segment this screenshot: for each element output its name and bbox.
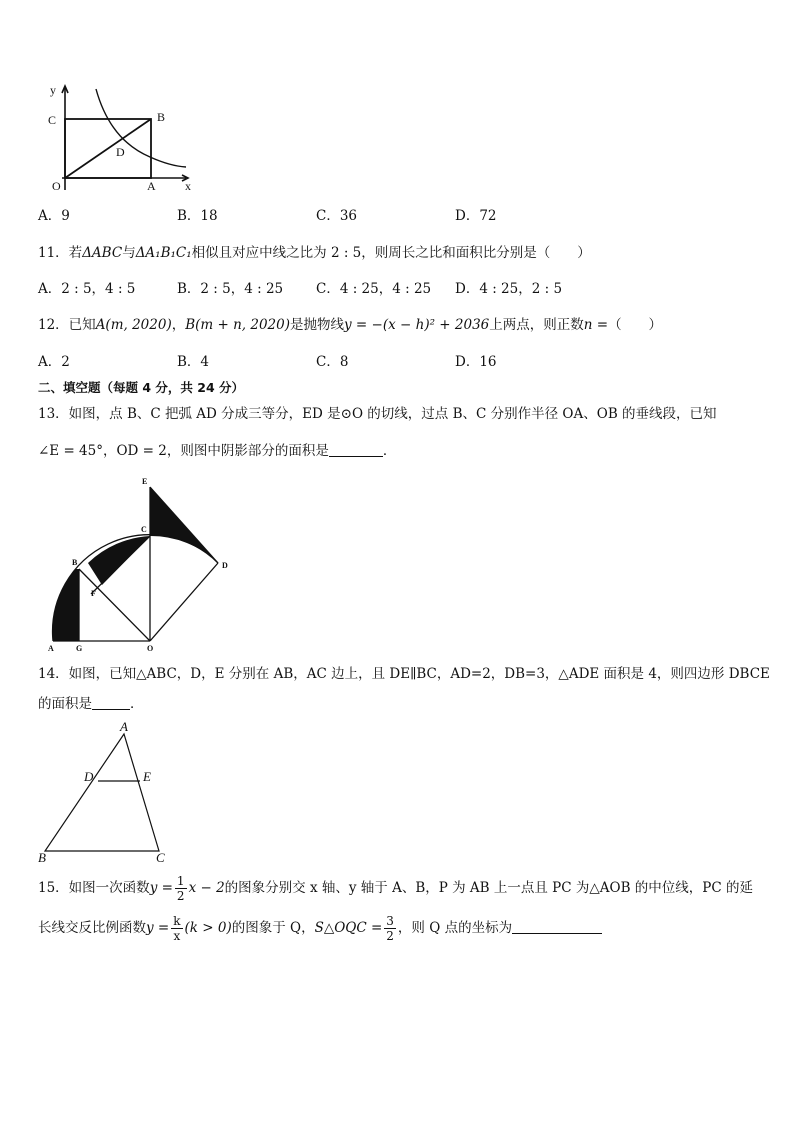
seg-ED bbox=[150, 487, 218, 563]
label-G: G bbox=[76, 644, 83, 653]
label-E: E bbox=[143, 769, 151, 784]
q11-option-b: B．2 : 5，4 : 25 bbox=[177, 281, 284, 297]
arc-AD bbox=[53, 535, 218, 641]
q15-frac-three-halves: $\frac{3}{2}$ bbox=[386, 914, 394, 943]
shade-middle bbox=[88, 536, 150, 585]
label-C: C bbox=[48, 113, 57, 127]
label-D: D bbox=[116, 145, 125, 159]
q14-line2: 的面积是 ． bbox=[38, 696, 144, 712]
q10-option-d: D．72 bbox=[455, 208, 497, 224]
q15-line1: 15．如图一次函数y = $\frac{1}{2}$ x − 2的图象分别交 x 轴、y 轴于 A、B，P 为 AB 上一点且 PC 为△AOB 的中位线，PC 的延 bbox=[38, 874, 753, 903]
q15-line2: 长线交反比例函数y = $\frac{k}{x}$ (k > 0)的图象于 Q，S△OQC = $\frac{3}{2}$ ，则 Q 点的坐标为 bbox=[38, 914, 602, 942]
label-E: E bbox=[142, 477, 148, 486]
q13-answer-blank[interactable] bbox=[329, 442, 383, 457]
shade-top bbox=[150, 487, 218, 563]
label-x: x bbox=[185, 179, 191, 193]
q14-answer-blank[interactable] bbox=[92, 695, 130, 710]
seg-BO bbox=[79, 569, 150, 641]
seg-OD bbox=[150, 563, 218, 641]
label-A: A bbox=[48, 644, 54, 653]
q13-line1: 13．如图，点 B、C 把弧 AD 分成三等分，ED 是⊙O 的切线，过点 B、C 分别作半径 OA、OB 的垂线段，已知 bbox=[38, 406, 717, 422]
label-O: O bbox=[147, 644, 154, 653]
q11-option-a: A．2 : 5，4 : 5 bbox=[38, 281, 136, 297]
q13-line2: ∠E = 45°，OD = 2，则图中阴影部分的面积是 ． bbox=[38, 443, 397, 459]
q10-rectangle bbox=[65, 119, 151, 178]
q10-option-c: C．36 bbox=[316, 208, 358, 224]
seg-CF bbox=[91, 536, 150, 594]
triangle-ABC bbox=[45, 734, 159, 851]
label-B: B bbox=[38, 850, 46, 865]
q12-stem: 12．已知A(m, 2020)，B(m + n, 2020)是抛物线y = −(x − h)² + 2036上两点，则正数n =（ ） bbox=[38, 317, 663, 333]
q12-option-b: B．4 bbox=[177, 354, 210, 370]
q10-axes bbox=[62, 86, 188, 190]
q10-option-a: A．9 bbox=[38, 208, 70, 224]
label-A: A bbox=[147, 179, 156, 193]
label-C: C bbox=[141, 525, 147, 534]
label-C: C bbox=[156, 850, 165, 865]
q15-frac-half: $\frac{1}{2}$ bbox=[176, 874, 185, 903]
q12-option-c: C．8 bbox=[316, 354, 349, 370]
q11-option-d: D．4 : 25，2 : 5 bbox=[455, 281, 563, 297]
q11-stem: 11．若ΔABC与ΔA₁B₁C₁相似且对应中线之比为 2 : 5，则周长之比和面积比分别是（ ） bbox=[38, 245, 591, 261]
label-D: D bbox=[84, 769, 94, 784]
label-F: F bbox=[91, 589, 96, 598]
q15-frac-k-over-x: $\frac{k}{x}$ bbox=[173, 914, 181, 943]
q10-hyperbola bbox=[96, 89, 186, 167]
shade-left bbox=[53, 569, 79, 641]
label-B: B bbox=[72, 558, 78, 567]
q11-option-c: C．4 : 25，4 : 25 bbox=[316, 281, 432, 297]
label-D: D bbox=[222, 561, 228, 570]
label-O: O bbox=[52, 179, 61, 193]
q12-option-d: D．16 bbox=[455, 354, 497, 370]
q12-option-a: A．2 bbox=[38, 354, 70, 370]
q15-answer-blank[interactable] bbox=[512, 919, 602, 934]
q14-line1: 14．如图，已知△ABC，D，E 分别在 AB，AC 边上，且 DE∥BC，AD=2，DB=3，△ADE 面积是 4，则四边形 DBCE bbox=[38, 666, 770, 682]
q10-option-b: B．18 bbox=[177, 208, 218, 224]
label-A: A bbox=[120, 719, 128, 734]
label-B: B bbox=[157, 110, 166, 124]
section-heading: 二、填空题（每题 4 分，共 24 分） bbox=[38, 380, 245, 395]
label-y: y bbox=[50, 83, 56, 97]
